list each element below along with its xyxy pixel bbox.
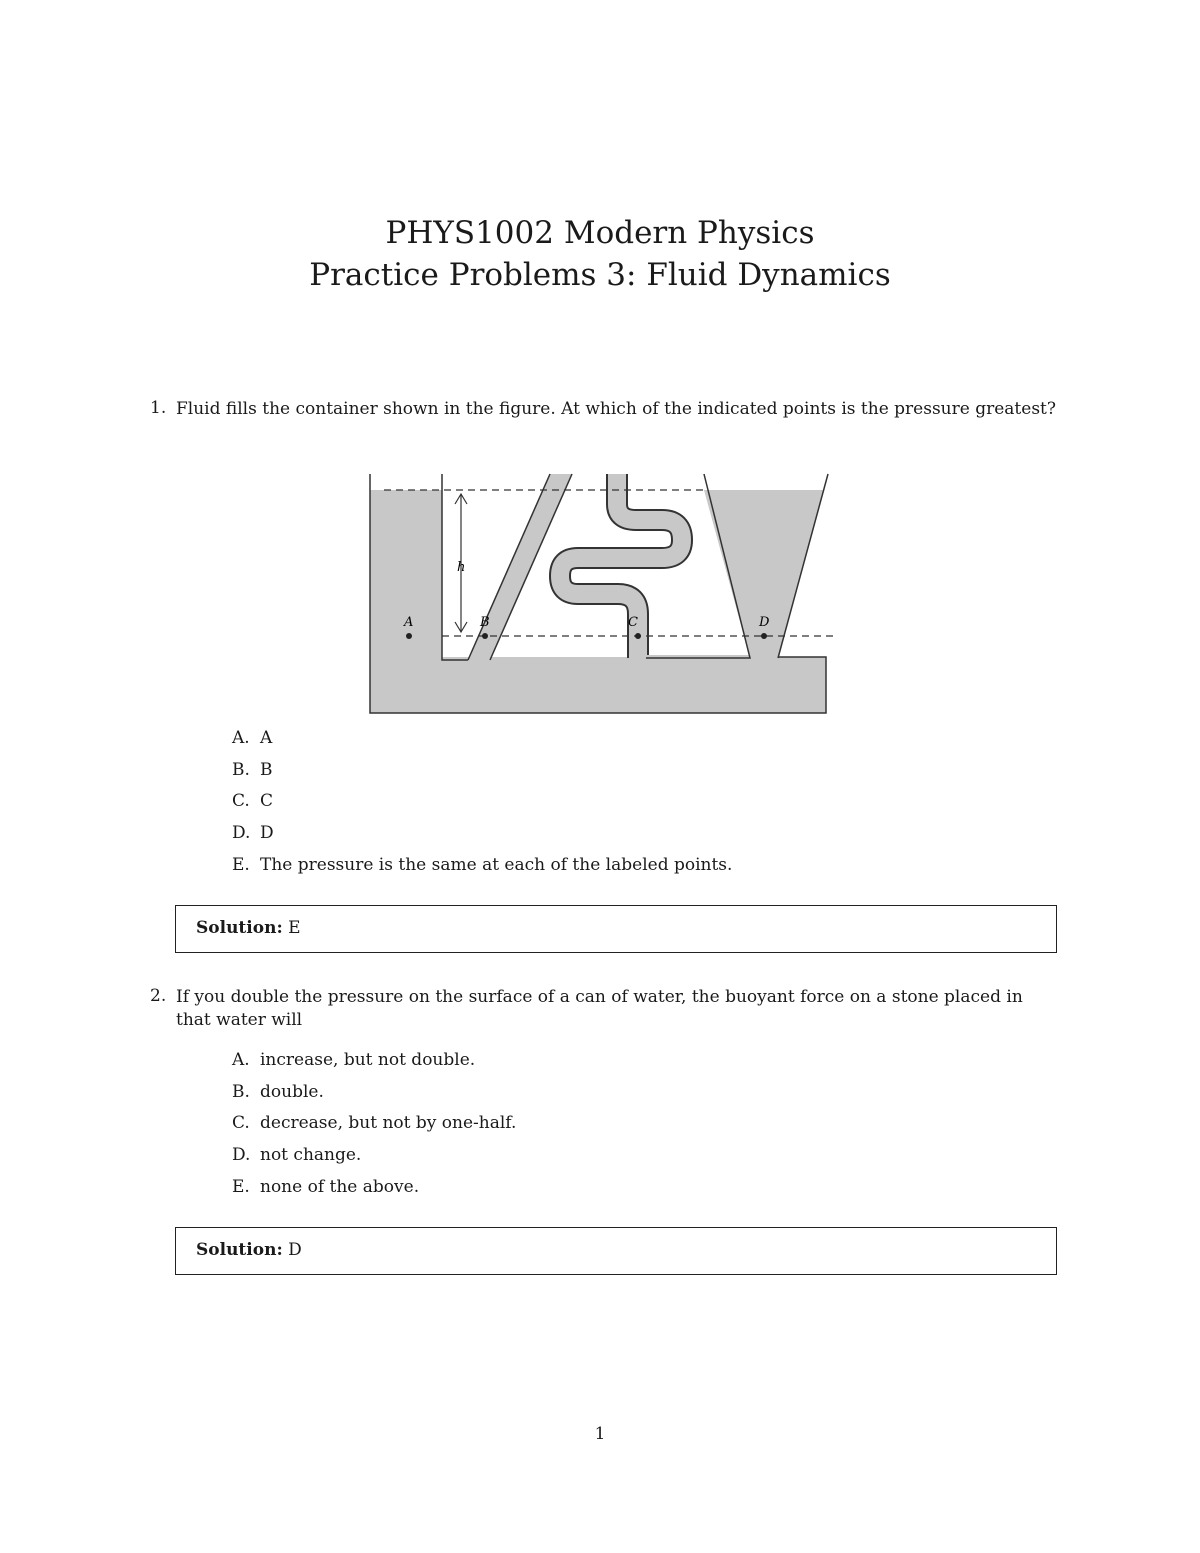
option-c (232, 1113, 516, 1133)
option-letter: A. (232, 728, 250, 748)
option-letter: B. (232, 1082, 250, 1102)
option-letter: E. (232, 1177, 250, 1197)
point-a-label: A (404, 615, 414, 630)
option-text: B (260, 760, 273, 780)
option-e (232, 1177, 419, 1197)
solution-box-1 (175, 905, 1057, 953)
option-a (232, 728, 272, 748)
question-1-text: Fluid fills the container shown in the figure. At which of the indicated points is the pressure greatest? (176, 399, 1056, 419)
left-column-fluid (370, 490, 442, 660)
option-e (232, 855, 732, 875)
solution-answer: E (288, 918, 301, 938)
option-text: not change. (260, 1145, 362, 1165)
solution-box-2 (175, 1227, 1057, 1275)
funnel-fluid (704, 490, 824, 658)
option-letter: A. (232, 1050, 250, 1070)
solution-label: Solution: (196, 918, 283, 938)
option-text: C (260, 791, 274, 811)
page-number: 1 (594, 1424, 606, 1444)
point-a-dot (406, 633, 412, 639)
option-text: decrease, but not by one-half. (260, 1113, 517, 1133)
solution-answer: D (288, 1240, 302, 1260)
option-d (232, 823, 274, 843)
option-letter: E. (232, 855, 250, 875)
option-text: none of the above. (260, 1177, 420, 1197)
option-b (232, 760, 273, 780)
base-fluid (370, 657, 826, 713)
option-letter: D. (232, 1145, 251, 1165)
course-title: PHYS1002 Modern Physics (385, 215, 815, 251)
point-b-dot (482, 633, 488, 639)
option-letter: C. (232, 1113, 250, 1133)
option-text: double. (260, 1082, 324, 1102)
option-letter: C. (232, 791, 250, 811)
option-c (232, 791, 273, 811)
fluid-container-figure (340, 462, 860, 724)
question-2-text: If you double the pressure on the surface of a can of water, the buoyant force on a stone placed in that water will (176, 987, 1023, 1030)
point-d-label: D (759, 615, 770, 630)
page-subtitle: Practice Problems 3: Fluid Dynamics (309, 257, 891, 293)
solution-label: Solution: (196, 1240, 283, 1260)
point-d-dot (761, 633, 767, 639)
slanted-tube-left-wall (468, 474, 550, 660)
option-text: increase, but not double. (260, 1050, 476, 1070)
point-c-dot (635, 633, 641, 639)
question-2-number: 2. (150, 986, 167, 1006)
option-b (232, 1082, 324, 1102)
option-a (232, 1050, 475, 1070)
option-text: A (260, 728, 273, 748)
option-d (232, 1145, 361, 1165)
wavy-tube-fluid (560, 474, 682, 658)
question-1-number: 1. (150, 398, 167, 418)
point-b-label: B (480, 615, 490, 630)
option-letter: D. (232, 823, 251, 843)
option-letter: B. (232, 760, 250, 780)
option-text: The pressure is the same at each of the labeled points. (260, 855, 733, 875)
h-label: h (457, 560, 466, 575)
point-c-label: C (628, 615, 638, 630)
option-text: D (260, 823, 274, 843)
